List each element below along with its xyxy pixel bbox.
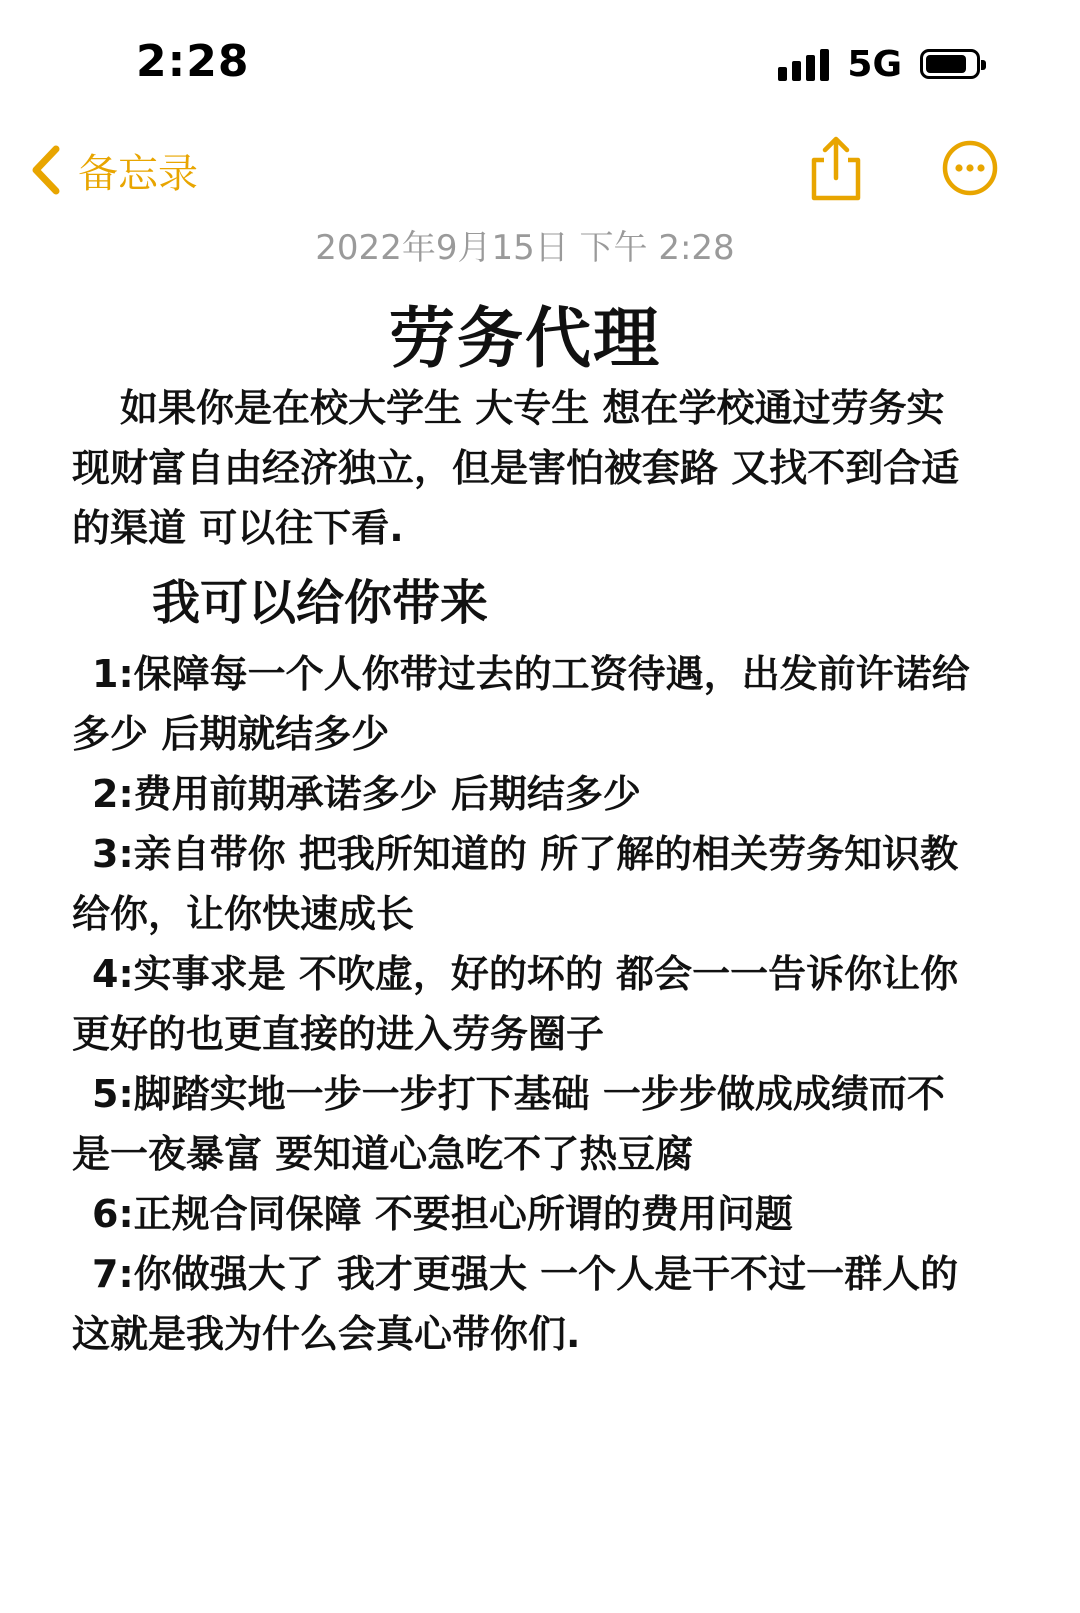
chevron-left-icon	[30, 145, 64, 195]
note-date: 2022年9月15日 下午 2:28	[315, 228, 735, 268]
list-item: 4:实事求是 不吹虚，好的坏的 都会一一告诉你让你更好的也更直接的进入劳务圈子	[72, 952, 959, 1056]
note-intro: 如果你是在校大学生 大专生 想在学校通过劳务实现财富自由经济独立，但是害怕被套路 又找不到合适的渠道 可以往下看.	[72, 386, 960, 550]
battery-icon	[920, 49, 980, 79]
back-button[interactable]	[30, 138, 198, 202]
list-item: 1:保障每一个人你带过去的工资待遇，出发前许诺给多少 后期就结多少	[72, 652, 970, 756]
list-item: 3:亲自带你 把我所知道的 所了解的相关劳务知识教给你，让你快速成长	[72, 832, 959, 936]
status-bar	[0, 0, 1080, 120]
note-title: 劳务代理	[389, 300, 661, 377]
status-time: 2:28	[136, 36, 250, 87]
share-icon	[806, 134, 866, 204]
share-button[interactable]	[806, 134, 866, 204]
more-icon	[940, 138, 1000, 198]
network-label: 5G	[847, 43, 902, 85]
list-item: 7:你做强大了 我才更强大 一个人是干不过一群人的 这就是我为什么会真心带你们.	[72, 1252, 959, 1356]
signal-icon	[778, 47, 829, 81]
status-indicators	[778, 42, 980, 86]
more-button[interactable]	[940, 138, 1000, 198]
list-item: 2:费用前期承诺多少 后期结多少	[92, 772, 641, 816]
note-body[interactable]	[72, 378, 977, 1364]
nav-bar	[0, 130, 1080, 210]
list-item: 6:正规合同保障 不要担心所谓的费用问题	[92, 1192, 793, 1236]
note-subheading: 我可以给你带来	[152, 575, 489, 631]
list-item: 5:脚踏实地一步一步打下基础 一步步做成成绩而不是一夜暴富 要知道心急吃不了热豆腐	[72, 1072, 945, 1176]
back-label: 备忘录	[78, 150, 198, 197]
